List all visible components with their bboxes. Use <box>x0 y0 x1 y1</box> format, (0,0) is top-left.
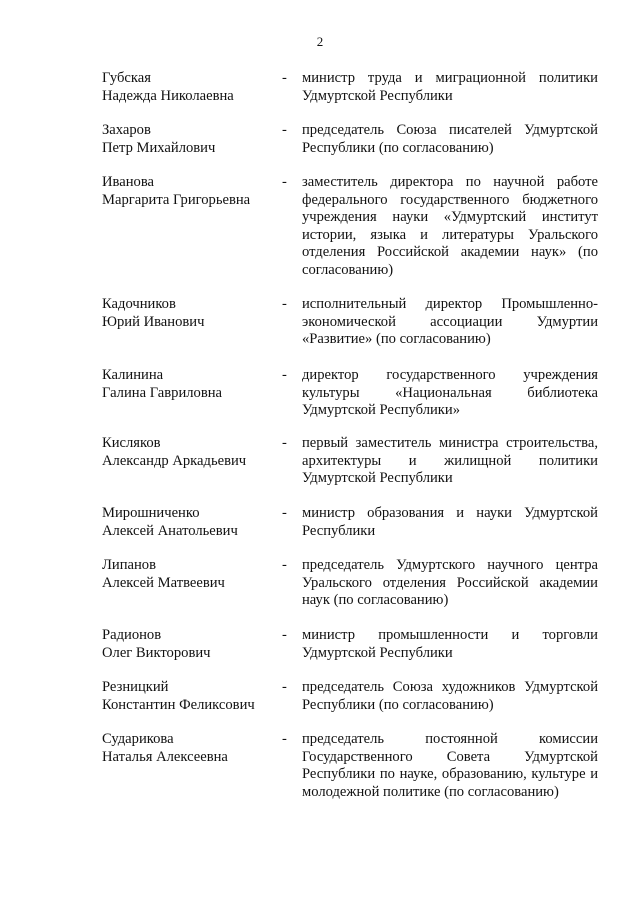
member-given-name: Петр Михайлович <box>102 139 216 156</box>
member-name <box>102 627 277 662</box>
member-name <box>102 557 277 592</box>
member-given-name: Алексей Матвеевич <box>102 574 225 591</box>
member-surname: Кисляков <box>102 435 161 451</box>
member-position: председатель Удмуртского научного центра Уральского отделения Российской академии наук (по согласованию) <box>302 557 598 608</box>
member-surname: Радионов <box>102 627 162 643</box>
member-given-name: Алексей Анатольевич <box>102 522 238 539</box>
member-surname: Сударикова <box>102 731 174 747</box>
dash-separator: - <box>282 627 287 643</box>
member-surname: Липанов <box>102 557 156 573</box>
member-given-name: Надежда Николаевна <box>102 87 234 104</box>
dash-separator: - <box>282 122 287 138</box>
dash-separator: - <box>282 367 287 383</box>
dash-separator: - <box>282 679 287 695</box>
member-given-name: Галина Гавриловна <box>102 384 223 401</box>
member-given-name: Наталья Алексеевна <box>102 748 228 765</box>
member-surname: Мирошниченко <box>102 505 200 521</box>
member-position: председатель Союза писателей Удмуртской Республики (по согласованию) <box>302 122 598 156</box>
member-name <box>102 296 277 331</box>
dash-separator: - <box>282 174 287 190</box>
member-position: директор государственного учреждения культуры «Национальная библиотека Удмуртской Республики» <box>302 367 598 418</box>
member-position: исполнительный директор Промышленно-экономической ассоциации Удмуртии «Развитие» (по согласованию) <box>302 296 598 347</box>
member-position: министр промышленности и торговли Удмуртской Республики <box>302 627 598 661</box>
member-name <box>102 505 277 540</box>
member-given-name: Константин Феликсович <box>102 696 255 713</box>
dash-separator: - <box>282 296 287 312</box>
member-given-name: Александр Аркадьевич <box>102 452 247 469</box>
dash-separator: - <box>282 505 287 521</box>
member-surname: Иванова <box>102 174 154 190</box>
member-surname: Губская <box>102 70 151 86</box>
dash-separator: - <box>282 70 287 86</box>
member-position: заместитель директора по научной работе федерального государственного бюджетного учреждения науки «Удмуртский институт истории, языка и литературы Уральского отделения Российской академии наук» (по согласованию) <box>302 174 598 278</box>
member-surname: Захаров <box>102 122 151 138</box>
member-name <box>102 435 277 470</box>
member-position: председатель Союза художников Удмуртской Республики (по согласованию) <box>302 679 598 713</box>
member-given-name: Маргарита Григорьевна <box>102 191 251 208</box>
member-surname: Калинина <box>102 367 164 383</box>
member-surname: Кадочников <box>102 296 176 312</box>
member-name <box>102 122 277 157</box>
member-name <box>102 70 277 105</box>
member-given-name: Олег Викторович <box>102 644 211 661</box>
dash-separator: - <box>282 557 287 573</box>
member-position: министр труда и миграционной политики Удмуртской Республики <box>302 70 598 104</box>
member-name <box>102 367 277 402</box>
dash-separator: - <box>282 731 287 747</box>
member-name <box>102 174 277 209</box>
member-name <box>102 731 277 766</box>
member-position: министр образования и науки Удмуртской Республики <box>302 505 598 539</box>
member-position: председатель постоянной комиссии Государственного Совета Удмуртской Республики по науке, образованию, культуре и молодежной политике (по согласованию) <box>302 731 598 800</box>
member-surname: Резницкий <box>102 679 169 695</box>
member-position: первый заместитель министра строительства, архитектуры и жилищной политики Удмуртской Республики <box>302 435 598 486</box>
member-given-name: Юрий Иванович <box>102 313 205 330</box>
page-number: 2 <box>316 34 324 49</box>
member-name <box>102 679 277 714</box>
dash-separator: - <box>282 435 287 451</box>
